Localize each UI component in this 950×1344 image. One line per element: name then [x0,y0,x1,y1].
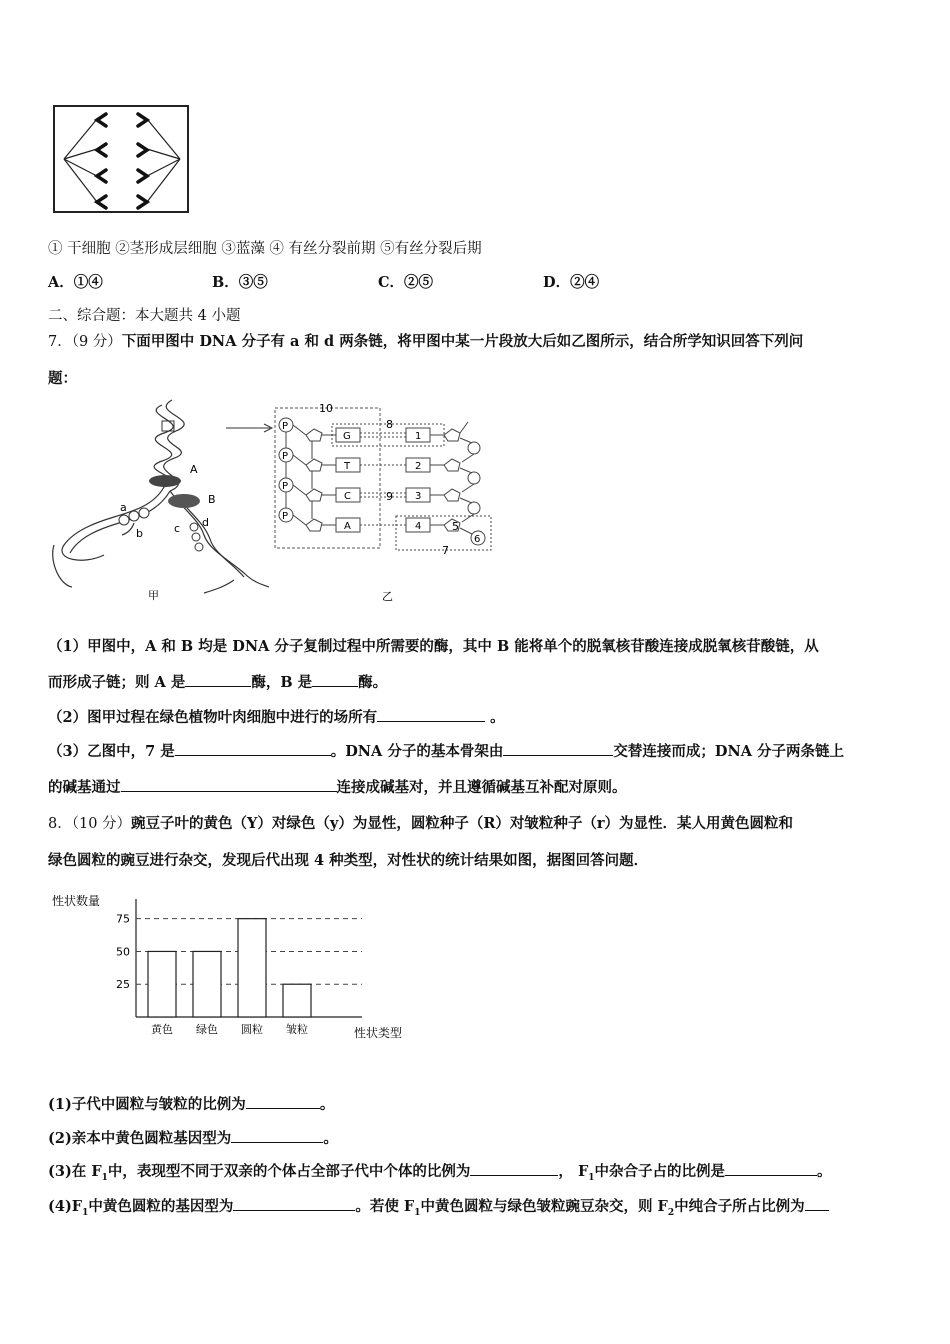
q7-sub3-text2: 。DNA 分子的基本骨架由 [330,743,504,760]
fig-label-A: A [190,463,198,476]
q7-sub3-line2 [48,776,627,797]
answer-blank-site[interactable] [377,708,485,722]
answer-blank-backbone[interactable] [503,742,613,756]
bar-圆粒 [238,919,266,1017]
q8-sub4-text3: 。若使 F [355,1198,415,1215]
q8-sub4-text1: (4)F [48,1198,83,1215]
category-label: 绿色 [196,1023,218,1036]
q6-options-line: ① 干细胞 ②茎形成层细胞 ③蓝藻 ④ 有丝分裂前期 ⑤有丝分裂后期 [48,241,482,257]
q7-sub1-text2: 酶，B 是 [251,674,313,691]
q7-sub3-text5: 连接成碱基对，并且遵循碱基互补配对原则。 [336,779,627,796]
q7-sub1-text3: 酶。 [358,674,388,691]
base-T: T [344,461,351,472]
fig-label-B: B [208,493,216,506]
base-num-3: 3 [415,491,422,502]
q8-sub3-line [48,1160,832,1183]
category-label: 圆粒 [241,1023,263,1036]
answer-blank-a[interactable] [185,673,251,687]
q7-sub2-end: 。 [485,709,505,726]
q8-sub2-text: (2)亲本中黄色圆粒基因型为 [48,1130,232,1147]
q8-sub3-text2: 中，表现型不同于双亲的个体占全部子代中个体的比例为 [107,1163,471,1180]
num-7: 7 [442,544,449,557]
base-G: G [343,431,351,442]
y-tick-label: 75 [116,912,130,926]
answer-blank-f1-genotype[interactable] [233,1197,355,1211]
q8-sub1-line [48,1093,334,1114]
fig-label-c: c [174,522,181,535]
section2-title: 二、综合题：本大题共 4 小题 [48,308,241,324]
answer-blank-homozygote[interactable] [805,1197,829,1211]
q8-sub4-text5: 中纯合子所占比例为 [674,1198,805,1215]
num-10: 10 [319,402,333,415]
q8-sub2-end: 。 [323,1130,338,1147]
answer-blank-heterozygote[interactable] [725,1162,817,1176]
q7-sub1-line1: （1）甲图中，A 和 B 均是 DNA 分子复制过程中所需要的酶，其中 B 能将单个的脱氧核苷酸连接成脱氧核苷酸链，从 [48,638,819,655]
fig-caption-jia: 甲 [148,589,159,602]
trait-bar-chart [44,885,424,1045]
answer-blank-ratio[interactable] [246,1095,320,1109]
q8-sub3-text4: 中杂合子占的比例是 [594,1163,726,1180]
q7-sub3-text3: 交替连接而成；DNA 分子两条链上 [613,743,845,760]
q8-sub3-subscript1: 1 [101,1172,108,1183]
category-label: 黄色 [151,1023,173,1036]
answer-blank-b[interactable] [312,673,358,687]
q8-stem-line1 [48,812,793,833]
q8-stem-text: 豌豆子叶的黄色（Y）对绿色（y）为显性，圆粒种子（R）对皱粒种子（r）为显性．某人用黄色圆粒和 [131,815,794,832]
y-tick-label: 50 [116,945,130,959]
q8-sub3-end: 。 [817,1163,832,1180]
q6-choice-b[interactable]: B．③⑤ [212,274,268,291]
q8-sub4-subscript3: 2 [667,1207,675,1218]
dna-structure-figure [272,400,502,610]
q6-choice-a[interactable]: A．①④ [48,274,103,291]
cell-division-figure [52,104,192,216]
answer-blank-proportion[interactable] [470,1162,558,1176]
bar-皱粒 [283,984,311,1017]
base-num-4: 4 [415,521,422,532]
q7-number: 7．（9 分） [48,334,122,350]
q7-stem-line2: 题： [48,370,77,387]
q8-sub4-text2: 中黄色圆粒的基因型为 [88,1198,234,1215]
q8-number: 8．（10 分） [48,816,132,832]
fig-caption-yi: 乙 [382,590,393,603]
phosphate-3: P [282,481,289,492]
num-8: 8 [386,418,393,431]
q8-sub1-text: (1)子代中圆粒与皱粒的比例为 [48,1096,246,1113]
bar-绿色 [193,951,221,1017]
q7-sub2-text: （2）图甲过程在绿色植物叶肉细胞中进行的场所有 [48,709,378,726]
phosphate-2: P [282,451,289,462]
chart-ylabel: 性状数量 [52,894,101,908]
dna-replication-figure [44,395,274,605]
base-C: C [344,491,351,502]
y-tick-label: 25 [116,978,130,992]
q6-choice-d[interactable]: D．②④ [543,274,600,291]
answer-blank-7[interactable] [175,742,331,756]
q7-sub1-line2 [48,671,387,692]
q8-sub4-line [48,1195,829,1218]
q7-sub3-text4: 的碱基通过 [48,779,121,796]
bar-黄色 [148,951,176,1017]
q8-sub3-text1: (3)在 F [48,1163,102,1180]
phosphate-1: P [282,421,289,432]
q8-sub4-subscript1: 1 [82,1207,89,1218]
fig-label-d: d [202,516,209,529]
q8-sub4-subscript2: 1 [414,1207,421,1218]
answer-blank-bond[interactable] [121,778,337,792]
base-num-1: 1 [415,431,422,442]
q8-sub2-line [48,1127,338,1148]
answer-blank-genotype[interactable] [231,1129,323,1143]
q7-stem-text: 下面甲图中 DNA 分子有 a 和 d 两条链，将甲图中某一片段放大后如乙图所示，结合所学知识回答下列问 [121,333,804,350]
q8-sub4-text4: 中黄色圆粒与绿色皱粒豌豆杂交，则 F [420,1198,668,1215]
q6-choice-c[interactable]: C．②⑤ [378,274,434,291]
q8-sub3-text3: ， F [558,1163,589,1180]
category-label: 皱粒 [286,1023,308,1036]
base-num-2: 2 [415,461,422,472]
fig-label-a: a [120,501,127,514]
q7-stem-line1 [48,330,803,351]
q7-sub1-text1: 而形成子链；则 A 是 [48,674,186,691]
q7-sub2-line [48,706,505,727]
fig-label-b: b [136,527,143,540]
q8-sub1-end: 。 [319,1096,335,1113]
phosphate-4: P [282,511,289,522]
num-5: 5 [452,520,459,533]
q8-sub3-subscript2: 1 [588,1172,595,1183]
chart-xlabel: 性状类型 [354,1026,403,1040]
num-6: 6 [474,534,481,545]
num-9: 9 [386,490,393,503]
q8-stem-line2: 绿色圆粒的豌豆进行杂交，发现后代出现 4 种类型，对性状的统计结果如图，据图回答问题． [48,852,649,869]
base-A: A [344,521,351,532]
q7-sub3-text1: （3）乙图中，7 是 [48,743,175,760]
q7-sub3-line1 [48,740,844,761]
